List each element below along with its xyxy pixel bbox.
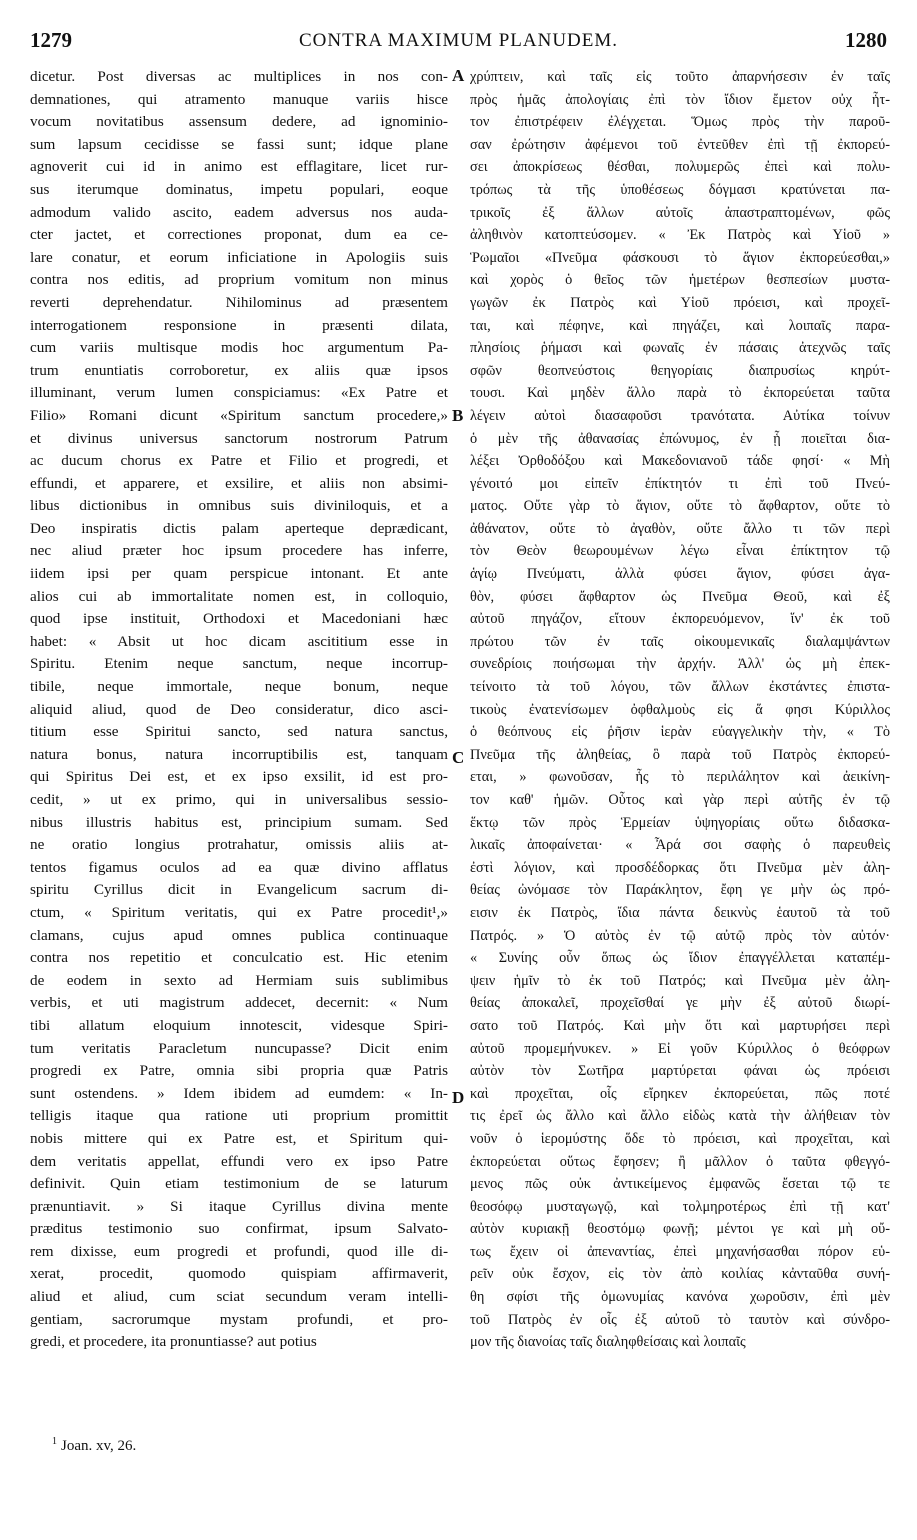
latin-text-line: interrogationem responsione in præsenti dilata, xyxy=(30,316,448,334)
latin-text-line: sunt ostendens. » Idem ibidem ad eumdem: « In- xyxy=(30,1084,448,1102)
greek-text-line: θεοσόφῳ μυσταγωγῷ, καὶ τολμηροτέρως ἐπὶ τῇ κατ' xyxy=(470,1198,890,1215)
running-title: CONTRA MAXIMUM PLANUDEM. xyxy=(298,30,619,51)
latin-text-line: vocum novitatibus assensum dedere, ad ignominio- xyxy=(30,113,448,131)
greek-text-line: τρόπως τὰ τῆς ὑποθέσεως δόγμασι κρατύνεται πα- xyxy=(470,181,890,198)
latin-text-line: tibi allatum eloquium innotescit, videsque Spiri- xyxy=(30,1016,448,1034)
greek-text-line: πρώτου τῶν ἐν ταῖς οἰκουμενικαῖς διαλαμψάντων xyxy=(470,633,890,650)
latin-text-line: nobis mittere qui ex Patre est, et Spiritum qui- xyxy=(30,1129,448,1147)
right-page-number: 1280 xyxy=(845,28,887,52)
latin-text-line: ac ducum chorus ex Patre et Filio et progredi, et xyxy=(30,452,448,470)
latin-text-line: iidem ipsi per quam perspicue intonant. Et ante xyxy=(30,565,448,583)
greek-text-line: χρύπτειν, καὶ ταῖς εἰς τοῦτο ἀπαρνήσεσιν ἐν ταῖς xyxy=(470,69,890,85)
greek-text-line: θείας ἀποκαλεῖ, προχεῖσθαί γε μὴν ἐξ αὐτοῦ διωρί- xyxy=(470,995,890,1012)
greek-text-line: Ῥωμαῖοι «Πνεῦμα φάσκουσι τὸ ἅγιον ἐκπορεύεσθαι,» xyxy=(470,249,890,266)
latin-text-line: habet: « Absit ut hoc dicam ascititium esse in xyxy=(30,632,448,650)
latin-text-line: dicetur. Post diversas ac multiplices in nos con- xyxy=(30,68,448,85)
latin-text-line: quod ipse instituit, Orthodoxi et Macedoniani hæc xyxy=(30,610,448,628)
latin-text-line: cter jactet, et correctiones proponat, dum ea ce- xyxy=(30,226,448,244)
greek-text-line: ψειν ἡμῖν τὸ ἐκ τοῦ Πατρός; καὶ Πνεῦμα μὲν ἀλη- xyxy=(470,972,890,989)
greek-text-line: τον καθ' ἡμῶν. Οὗτος καὶ γὰρ περὶ αὐτῆς ἐν τῷ xyxy=(470,792,890,808)
greek-text-line: συνεδρίοις ποιήσωμαι τὴν ἀρχήν. Ἀλλ' ὡς μὴ ἐπεκ- xyxy=(470,656,890,673)
latin-text-line: gentiam, sacrorumque mystam profundi, et pro- xyxy=(30,1310,448,1328)
greek-text-line: μενος πῶς οὐκ ἀντικείμενος ἐμφανῶς ἔσεται τῷ τε xyxy=(470,1176,890,1193)
greek-text-line: πλησίοις ῥήμασι καὶ φωναῖς ἐν πάσαις ἀτεχνῶς ταῖς xyxy=(470,340,890,357)
latin-text-line: Spiritu. Etenim neque sanctum, neque incorrup- xyxy=(30,655,448,673)
latin-text-line: aliquid aliud, quod de Deo consideratur, dico asci- xyxy=(30,700,448,718)
greek-text-line: τρικοῖς ἐξ ἄλλων αὐτοῖς ἀπαστραπτομένων, φῶς xyxy=(470,204,890,221)
latin-text-line: progredi ex Patre, omnia sibi propria quæ Patris xyxy=(30,1062,448,1080)
footnote xyxy=(52,1436,136,1455)
section-marker-a: A xyxy=(452,66,465,85)
latin-text-line: illuminant, verum lumen conspiciamus: «Ex Patre et xyxy=(30,384,448,402)
latin-text-line: lare conatur, et eorum inficiatione in Apologiis suis xyxy=(30,248,448,266)
greek-text-line: τον ἐπιστρέφειν ἐλέγχεται. Ὅμως πρὸς τὴν παροῦ- xyxy=(470,114,890,131)
latin-text-line: agnoverit cui id in animo est efflagitare, licet rur- xyxy=(30,158,448,176)
greek-text-line: Πατρός. » Ὁ αὐτὸς ἐν τῷ αὐτῷ πρὸς τὸν αὐτόν· xyxy=(470,927,890,944)
latin-text-line: Filio» Romani dicunt «Spiritum sanctum procedere,» xyxy=(30,406,448,424)
greek-text-line: τείνοιτο τὰ τοῦ λόγου, τῶν ἄλλων ἐκστάντες ἐπιστα- xyxy=(470,679,890,696)
latin-text-line: de eodem in sexto ad Hermiam suis sublimibus xyxy=(30,971,448,989)
latin-text-line: natura bonus, natura incorruptibilis est, tanquam xyxy=(30,745,448,763)
greek-text-line: καὶ προχεῖται, οἷς εἴρηκεν ἐκπορεύεται, πῶς ποτέ xyxy=(470,1085,890,1102)
latin-text-line: ne oratio longius protrahatur, omissis aliis at- xyxy=(30,836,448,854)
greek-text-line: ἐκπορεύεται οὕτως ἔφησεν; ἢ μᾶλλον ὁ ταῦτα φθεγγό- xyxy=(470,1153,890,1170)
section-marker-b: B xyxy=(452,406,464,425)
footnote-text: Joan. xv, 26. xyxy=(61,1438,137,1454)
latin-text-line: Deo inspiratis dictis palam aperteque deprædicant, xyxy=(30,519,448,537)
latin-text-line: ctum, « Spiritum veritatis, qui ex Patre procedit¹,» xyxy=(30,903,448,921)
greek-text-line: τως ἔχειν οἱ ἀπεναντίας, ἐπεὶ μηχανήσασθαι πόρον εὑ- xyxy=(470,1243,890,1260)
latin-text-line: effundi, et apparere, et exsilire, et aliis non absimi- xyxy=(30,474,448,492)
latin-text-line: cedit, » ut ex primo, qui in universalibus sessio- xyxy=(30,791,448,808)
greek-text-line: τις ἐρεῖ ὡς ἄλλο καὶ ἄλλο εἰδὼς κατὰ τὴν ἀλήθειαν τὸν xyxy=(470,1108,890,1125)
page-header xyxy=(30,28,887,62)
latin-text-line: aliud et aliud, cum sciat secundum veram intelli- xyxy=(30,1288,448,1306)
greek-text-line: πρὸς ἡμᾶς ἀπολογίαις ἐπὶ τὸν ἴδιον ἔμετον οὐχ ἧτ- xyxy=(470,91,890,108)
greek-text-line: αὐτὸν τὸν Σωτῆρα μαρτύρεται φάναι ὡς πρόεισι xyxy=(470,1063,890,1080)
latin-text-line: nibus illustris habitus est, principium sumam. Sed xyxy=(30,813,448,831)
greek-text-line: αὐτὸν κυριακῇ θεοστόμῳ φωνῇ; μέντοι γε καὶ μὴ οὔ- xyxy=(470,1221,890,1238)
greek-text-line: ἀθάνατον, οὔτε τὸ ἀγαθὸν, οὔτε ἄλλο τι τῶν περὶ xyxy=(470,520,890,537)
latin-text-line: alios cui ab immortalitate nomen est, in colloquio, xyxy=(30,587,448,605)
latin-text-line: tibile, neque immortale, neque bonum, neque xyxy=(30,678,448,696)
footnote-mark: 1 xyxy=(52,1436,57,1447)
latin-text-line: reverti deprehendatur. Nihilominus ad præsentem xyxy=(30,293,448,311)
greek-text-line: ἀληθινὸν κατοπτεύσομεν. « Ἐκ Πατρὸς καὶ Υἱοῦ » xyxy=(470,227,890,244)
latin-text-line: qui Spiritus Dei est, et ex ipso exsilit, id est pro- xyxy=(30,768,448,786)
latin-text-line: contra nos editis, ad proprium vomitum non minus xyxy=(30,271,448,289)
latin-text-line: definivit. Quin etiam testimonium de se laturum xyxy=(30,1175,448,1193)
greek-text-line: ἕκτῳ τῶν πρὸς Ἑρμείαν ὑψηγορίαις οὕτω διδασκα- xyxy=(470,814,890,831)
latin-text-line: rem dixisse, eum progredi et profundi, quod ille di- xyxy=(30,1242,448,1260)
greek-text-line: τουσι. Καὶ μηδὲν ἄλλο παρὰ τὸ ἐκπορεύεται ταῦτα xyxy=(470,385,890,402)
greek-text-line: ἁγίῳ Πνεύματι, ἀλλὰ φύσει ἅγιον, φύσει ἀγα- xyxy=(470,566,890,583)
greek-text-line: θη σφίσι τῆς ὁμωνυμίας κανόνα χωροῦσιν, ἐπὶ μὲν xyxy=(470,1289,890,1306)
latin-text-line: admodum valido ascito, eadem adversus nos auda- xyxy=(30,203,448,221)
greek-text-line: ὁ μὲν τῆς ἀθανασίας ἐπώνυμος, ἐν ᾗ ποιεῖται δια- xyxy=(470,430,890,447)
greek-text-line: μον τῆς διανοίας ταῖς διαληφθείσαις καὶ λοιπαῖς xyxy=(470,1334,746,1351)
greek-text-line: εισιν ἐκ Πατρὸς, ἴδια πάντα δεικνὺς ἑαυτοῦ τὰ τοῦ xyxy=(470,904,890,921)
greek-column xyxy=(470,66,890,1354)
greek-text-line: εται, » φωνοῦσαν, ἧς τὸ περιλάλητον καὶ ἀεικίνη- xyxy=(470,769,890,786)
greek-text-line: σατο τοῦ Πατρός. Καὶ μὴν ὅτι καὶ μαρτυρήσει περὶ xyxy=(470,1017,890,1034)
greek-text-line: τοῦ Πατρὸς ἐν οἷς ἐξ αὐτοῦ τὸ ταυτὸν καὶ σύνδρο- xyxy=(470,1311,890,1328)
greek-text-line: σει ἀποκρίσεως θέσθαι, πολυμερῶς ἐπεὶ καὶ πολυ- xyxy=(470,159,890,176)
greek-text-line: ὁ θεόπνους εἰς ῥῆσιν ἱερὰν εὐαγγελικὴν τὴν, « Τὸ xyxy=(470,724,890,741)
latin-text-line: libus dictionibus in omnibus suis diviniloquis, et a xyxy=(30,497,448,515)
latin-text-line: cum variis multisque modis hoc argumentum Pa- xyxy=(30,339,448,357)
latin-text-line: xerat, procedit, quomodo quispiam affirmaverit, xyxy=(30,1265,448,1283)
latin-text-line: et divinus universus sanctorum nostrorum Patrum xyxy=(30,429,448,447)
greek-text-line: θείας ὠνόμασε τὸν Παράκλητον, ἔφη γε μὴν ὡς πρό- xyxy=(470,882,890,899)
greek-text-line: ρεῖν οὐκ ἔσχον, εἰς τὸν ἀπὸ κοιλίας κἀνταῦθα συνή- xyxy=(470,1266,890,1283)
latin-text-line: tum veritatis Paracletum nuncupasse? Dicit enim xyxy=(30,1039,448,1057)
greek-text-line: Πνεῦμα τῆς ἀληθείας, ὃ παρὰ τοῦ Πατρὸς ἐκπορεύ- xyxy=(470,746,890,763)
left-page-number: 1279 xyxy=(30,28,72,52)
latin-text-line: telligis itaque qua ratione uti proprium promittit xyxy=(30,1107,448,1125)
latin-text-line: dem veritatis appellat, effundi vero ex ipso Patre xyxy=(30,1152,448,1170)
greek-text-line: καὶ χορὸς ὁ θεῖος τῶν ἡμετέρων θεσπεσίων μυστα- xyxy=(470,272,890,289)
latin-text-line: contra nos repetitio et conculcatio est. Hic etenim xyxy=(30,949,448,967)
greek-text-line: νοῦν ὁ ἱερομύστης ὅδε τὸ πρόεισι, καὶ προχεῖται, καὶ xyxy=(470,1130,890,1147)
latin-text-line: trum enuntiatis corroboretur, ex aliis quæ ipsos xyxy=(30,361,448,379)
latin-text-line: prænuntiavit. » Si itaque Cyrillus divina mente xyxy=(30,1197,448,1215)
greek-text-line: γένοιτό μοι εἰπεῖν ἐπίκτητόν τι ἐπὶ τοῦ Πνεύ- xyxy=(470,475,890,492)
latin-text-line: sus iterumque dominatus, impetu populari, eoque xyxy=(30,180,448,198)
greek-text-line: λικαῖς ἀποφαίνεται· « Ἆρά σοι σαφὴς ὁ παρευθεὶς xyxy=(470,837,890,854)
section-marker-d: D xyxy=(452,1088,465,1107)
latin-text-line: spiritu Cyrillus dicit in Evangelicum sacrum di- xyxy=(30,881,448,899)
latin-text-line: demnationes, qui atramento manuque variis hisce xyxy=(30,90,448,108)
greek-text-line: θὸν, φύσει ἄφθαρτον ὡς Πνεῦμα Θεοῦ, καὶ ἐξ xyxy=(470,588,890,605)
latin-text-line: tentos figamus oculos ad ea quæ divino afflatus xyxy=(30,858,448,876)
latin-text-line: verbis, et uti magistrum addecet, decernit: « Num xyxy=(30,994,448,1012)
greek-text-line: ματος. Οὔτε γὰρ τὸ ἅγιον, οὔτε τὸ ἄφθαρτον, οὔτε τὸ xyxy=(470,498,890,515)
latin-text-line: clamans, cujus apud omnes publica continuaque xyxy=(30,926,448,944)
greek-text-line: γωγῶν ἐκ Πατρὸς καὶ Υἱοῦ πρόεισι, καὶ προχεῖ- xyxy=(470,294,890,311)
greek-text-line: ται, καὶ πέφηνε, καὶ πηγάζει, καὶ λοιπαῖς παρα- xyxy=(470,317,890,334)
greek-text-line: σφῶν θεοπνεύστοις θεηγορίαις διαπρυσίως κηρύτ- xyxy=(470,362,890,379)
greek-text-line: λέγειν αὐτοὶ διασαφοῦσι τρανότατα. Αὐτίκα τοίνυν xyxy=(470,407,890,424)
greek-text-line: λέξει Ὀρθοδόξου καὶ Μακεδονιανοῦ τάδε φησί· « Μὴ xyxy=(470,453,890,470)
latin-column xyxy=(30,66,448,1354)
latin-text-line: titium esse Spiritui sancto, sed natura sanctus, xyxy=(30,723,448,741)
latin-text-line: nec aliud præter hoc ipsum procedere has inferre, xyxy=(30,542,448,560)
greek-text-line: αὐτοῦ προμεμήνυκεν. » Εἰ γοῦν Κύριλλος ὁ θεόφρων xyxy=(470,1040,890,1057)
greek-text-line: ἐστὶ λόγιον, καὶ προσδέδορκας ὅτι Πνεῦμα μὲν ἀλη- xyxy=(470,859,890,876)
section-marker-c: C xyxy=(452,748,465,767)
greek-text-line: σαν ἐρώτησιν ἀφέμενοι τοῦ ἐντεῦθεν ἐπὶ τῇ ἐκπορεύ- xyxy=(470,136,890,153)
latin-text-line: sum lapsum cecidisse se fassi sunt; idque plane xyxy=(30,135,448,153)
latin-text-line: gredi, et procedere, ita pronuntiasse? aut potius xyxy=(30,1333,317,1351)
greek-text-line: « Συνίης οὖν ὅπως ὡς ἴδιον ἐπαγγέλλεται καταπέμ- xyxy=(470,950,890,967)
greek-text-line: αὐτοῦ πηγάζον, εἴτουν ἐκπορευόμενον, ἵν' ἐκ τοῦ xyxy=(470,611,890,628)
greek-text-line: τὸν Θεὸν θεωρουμένων λέγω εἶναι ἐπίκτητον τῷ xyxy=(470,543,890,560)
latin-text-line: præditus testimonio suo confirmat, ipsum Salvato- xyxy=(30,1220,448,1238)
greek-text-line: τικοὺς ἐνατενίσωμεν ὀφθαλμοὺς εἰς ἅ φησι Κύριλλος xyxy=(470,701,890,718)
